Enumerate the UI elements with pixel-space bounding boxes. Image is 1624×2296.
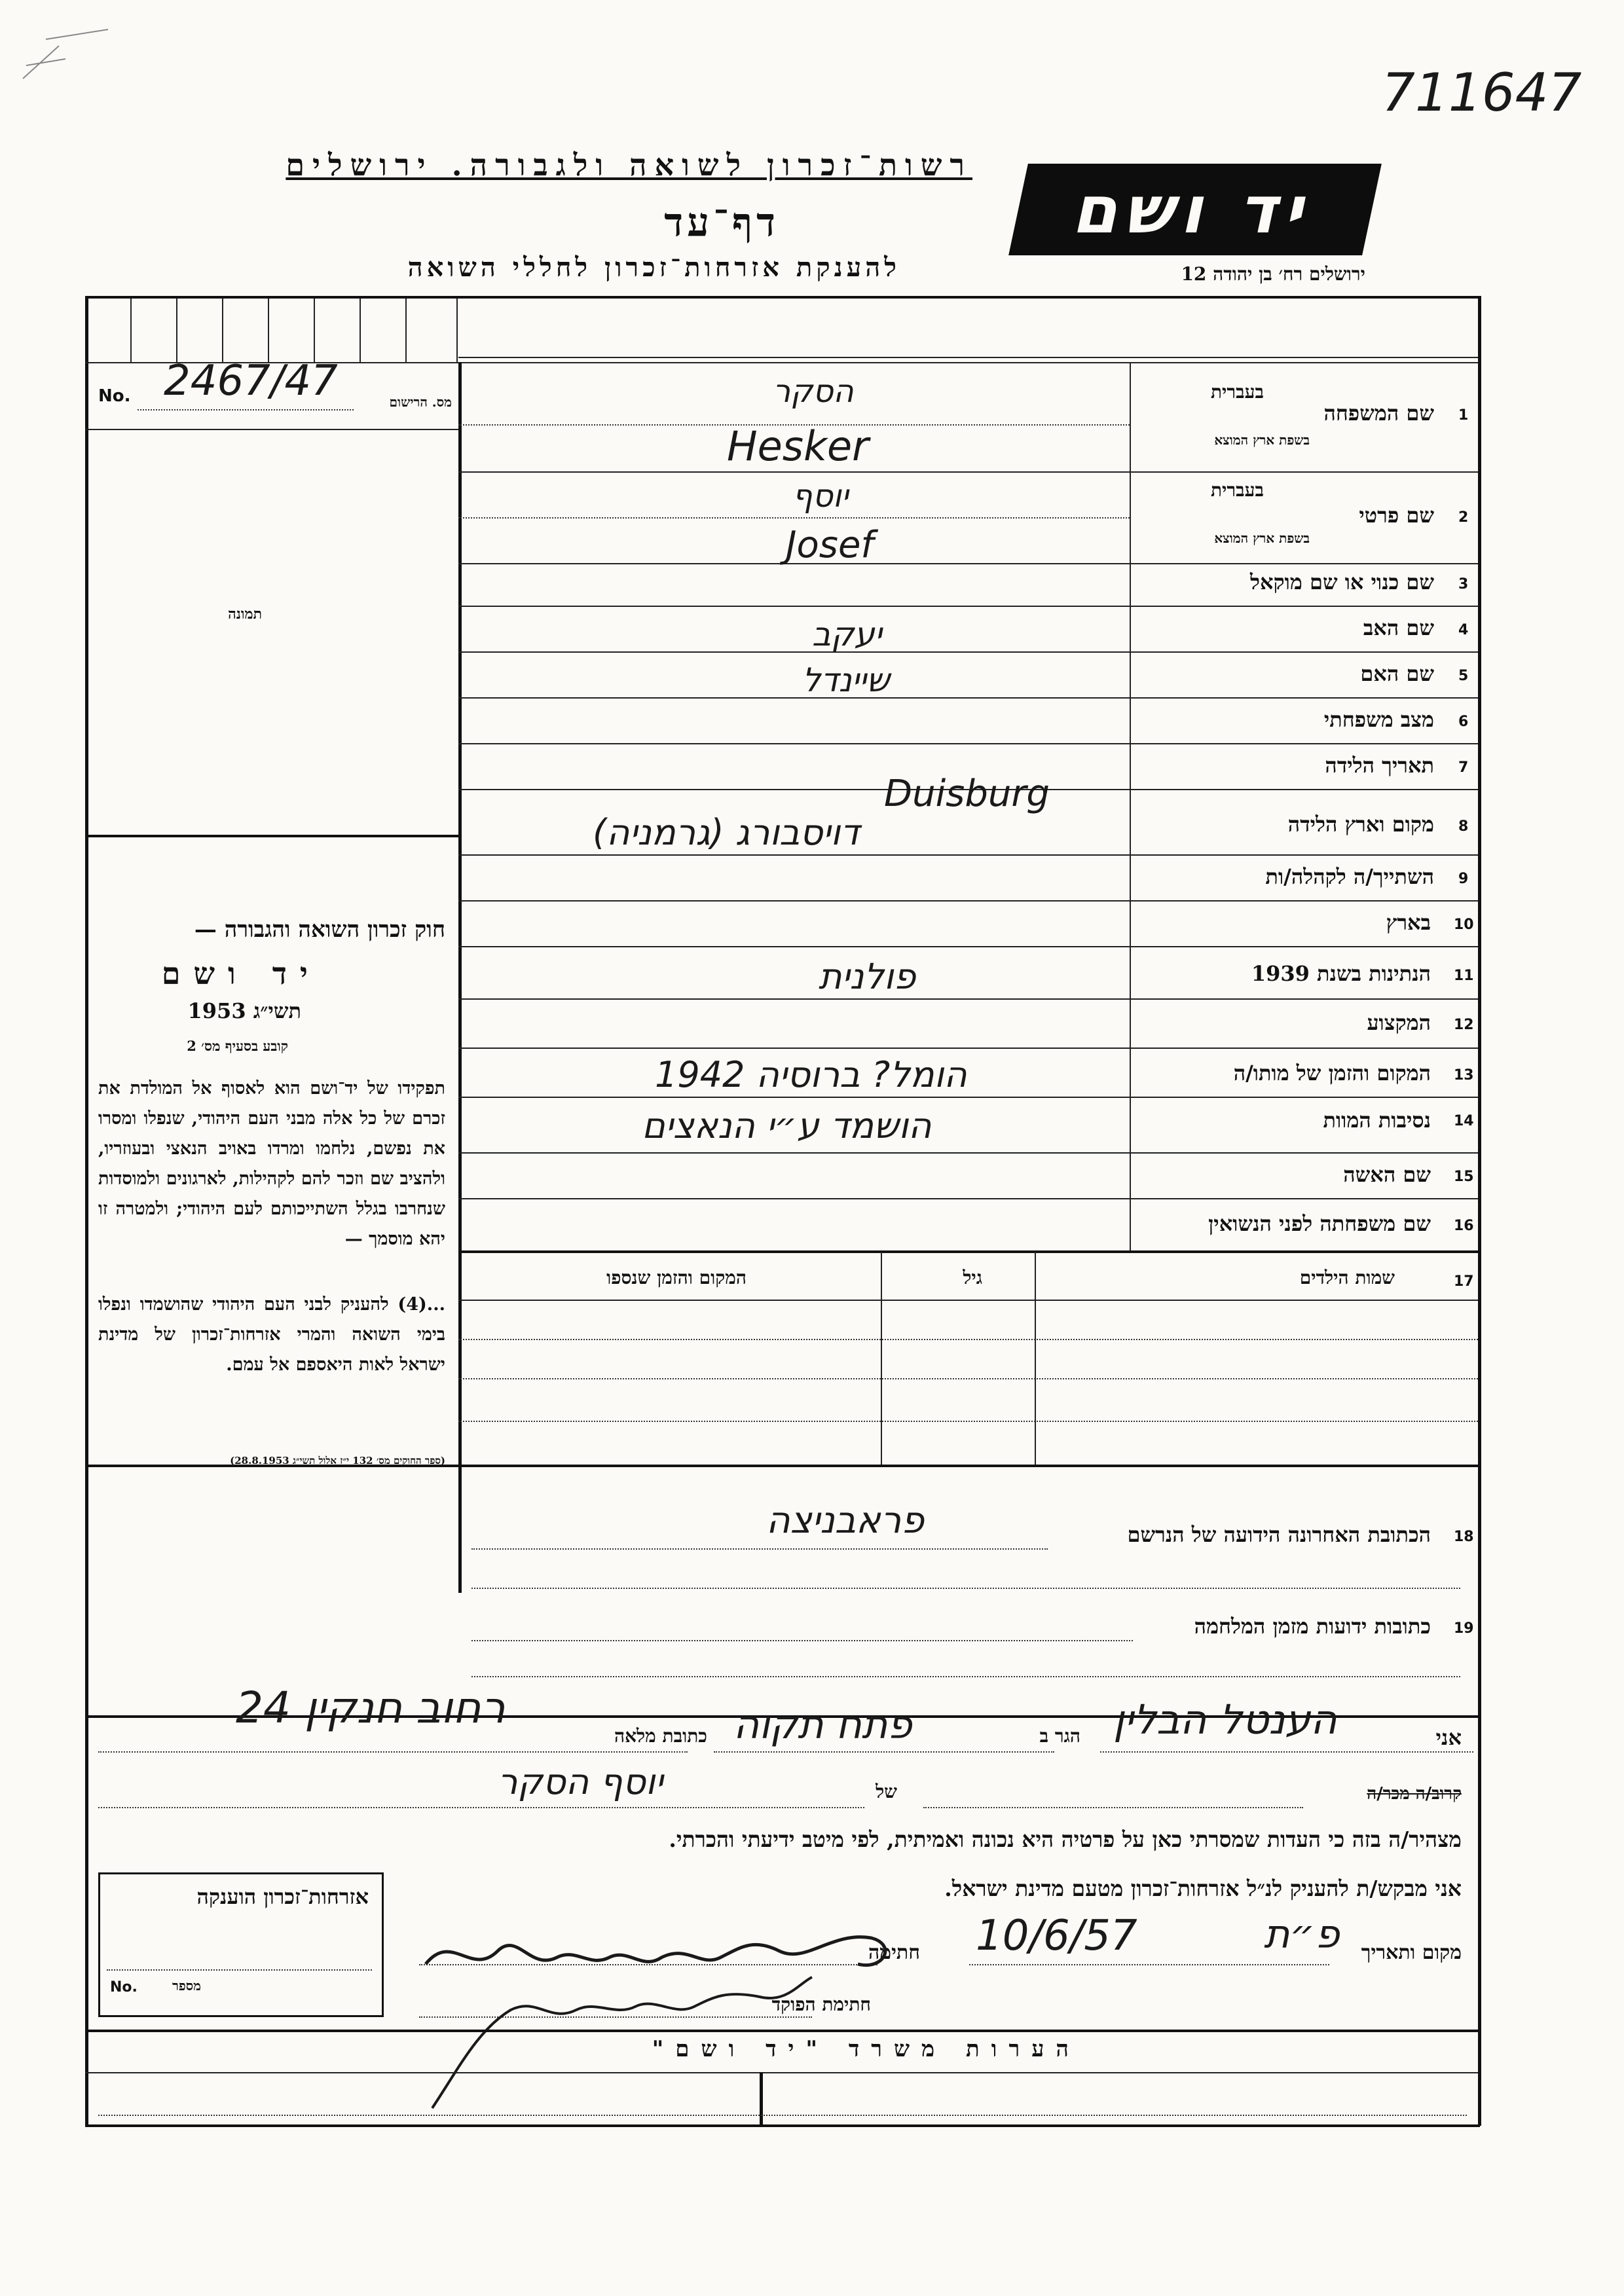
field-11-value: פולנית <box>819 956 916 997</box>
officer-signature-label: חתימת הפוקד <box>771 1994 871 2015</box>
field-18-value-line <box>471 1548 1048 1550</box>
row-rule-15 <box>458 1198 1478 1199</box>
row-rule-2 <box>458 563 1478 564</box>
field-18-extra-line <box>471 1588 1460 1589</box>
children-header-rule <box>458 1300 1478 1301</box>
field-15-number: 15 <box>1454 1169 1474 1185</box>
children-col-age: גיל <box>963 1267 982 1288</box>
field-2-sub-hebrew: בעברית <box>1210 479 1264 501</box>
field-4-label: שם האב <box>1363 615 1434 640</box>
children-row-1 <box>458 1339 1478 1340</box>
row-rule-9 <box>458 900 1478 902</box>
of-line <box>98 1807 864 1808</box>
row-rule-16 <box>458 1250 1478 1253</box>
field-17-number: 17 <box>1454 1273 1474 1290</box>
field-18-number: 18 <box>1454 1529 1474 1545</box>
field-16-label: שם משפחתה לפני הנשואין <box>1208 1211 1431 1236</box>
place-value: פ״ת <box>1264 1912 1340 1958</box>
declarant-line <box>1100 1751 1473 1753</box>
address-label: כתובת מלאה <box>614 1725 707 1747</box>
field-1-value-local: Hesker <box>727 422 869 470</box>
field-16-number: 16 <box>1454 1218 1474 1234</box>
field-19-extra-line <box>471 1676 1460 1677</box>
authority-title: רשות־זכרון לשואה ולגבורה. ירושלים <box>286 147 972 183</box>
remarks-divider <box>760 2072 763 2124</box>
children-col-divider-1 <box>881 1252 882 1465</box>
field-8-label: מקום וארץ הלידה <box>1287 812 1434 837</box>
field-13-value: הומל? ברוסיה 1942 <box>655 1054 967 1095</box>
field-5-number: 5 <box>1458 668 1469 684</box>
law-paragraph-2: ...(4) להעניק לבני העם היהודי שהושמדו ונפלו בימי השואה והמרי אזרחות־זכרון של מדינת ישראל לאות היאספם אל עמם. <box>98 1294 445 1375</box>
field-6-number: 6 <box>1458 714 1469 730</box>
field-14-number: 14 <box>1454 1113 1474 1129</box>
archive-number: 711647 <box>1382 62 1582 123</box>
field-14-value: הושמד ע״י הנאצים <box>642 1105 932 1146</box>
field-6-label: מצב משפחתי <box>1323 707 1434 732</box>
field-5-value: שיינדל <box>802 661 890 699</box>
field-18-label: הכתובת האחרונה הידועה של הנרשם <box>1127 1522 1431 1547</box>
field-2-value-hebrew: יוסף <box>792 478 849 515</box>
remarks-line-1 <box>98 2115 1467 2116</box>
law-year: תשי״ג 1953 <box>187 998 301 1023</box>
photo-label: תמונה <box>228 606 262 623</box>
field-9-number: 9 <box>1458 871 1469 887</box>
row-rule-14 <box>458 1152 1478 1154</box>
corner-scribble <box>20 26 111 85</box>
row-rule-12 <box>458 1048 1478 1049</box>
of-name: יוסף הסקר <box>498 1761 663 1802</box>
law-title: חוק זכרון השואה והגבורה — <box>194 917 445 943</box>
children-col-place: המקום והזמן שנספו <box>606 1267 747 1288</box>
registration-code-boxes <box>85 299 458 362</box>
field-4-value: יעקב <box>812 615 882 653</box>
field-18-value: פראבניצה <box>766 1499 925 1542</box>
field-7-number: 7 <box>1458 759 1469 776</box>
signature-label: חתימה <box>868 1941 920 1964</box>
law-paragraph-1: תפקידו של יד־ושם הוא לאסוף אל המולדת את זכרם של כל אלה מבני העם היהודי, שנפלו ומסרו את נפשם, נלחמו ומרדו באויב הנאצי ובעוזריו, ולהציב שם וזכר להם לקהילות, לארגונים ולמוסדות שנחרבו בגלל השתייכותם לעם היהודי; ולמטרה זו יהא מוסמך — <box>98 1078 445 1249</box>
field-1-sub-hebrew: בעברית <box>1210 381 1264 403</box>
row-rule-5 <box>458 697 1478 699</box>
place-date-line <box>969 1964 1329 1965</box>
citizenship-box-number-label: מספר <box>172 1978 201 1994</box>
field-1-label: שם המשפחה <box>1323 401 1434 426</box>
citizenship-box-no: No. <box>110 1979 138 1995</box>
field-12-number: 12 <box>1454 1017 1474 1033</box>
row-rule-1 <box>458 471 1478 473</box>
declarant-name: הענטל הבלין <box>1113 1696 1337 1743</box>
frame-bottom <box>85 2124 1480 2127</box>
row-2-midrule <box>458 517 1130 519</box>
field-12-label: המקצוע <box>1367 1010 1431 1035</box>
inner-top-rule <box>458 357 1478 358</box>
field-13-number: 13 <box>1454 1067 1474 1084</box>
registration-number: 2467/47 <box>164 357 338 405</box>
field-1-number: 1 <box>1458 407 1469 424</box>
children-row-3 <box>458 1421 1478 1422</box>
resides-line <box>714 1751 1054 1753</box>
field-14-label: נסיבות המוות <box>1323 1108 1431 1133</box>
children-row-2 <box>458 1378 1478 1379</box>
row-rule-13 <box>458 1097 1478 1098</box>
children-col-divider-2 <box>1035 1252 1036 1465</box>
field-2-number: 2 <box>1458 509 1469 526</box>
remarks-label: הערות משרד "יד ושם" <box>652 2036 1080 2062</box>
field-1-value-hebrew: הסקר <box>773 373 854 410</box>
registration-no-label: No. <box>98 386 131 406</box>
field-19-value-line <box>471 1640 1133 1641</box>
field-4-number: 4 <box>1458 622 1469 638</box>
field-10-label: בארץ <box>1386 910 1431 935</box>
citizenship-box <box>98 1872 384 2017</box>
declaration-statement-2: אני מבקש/ת להעניק לנ״ל אזרחות־זכרון מטעם מדינת ישראל. <box>944 1876 1462 1901</box>
registration-row-rule <box>85 429 458 430</box>
relation-label: קרוב/ה מכר/ה <box>1367 1784 1462 1804</box>
field-5-label: שם האם <box>1360 661 1434 686</box>
photo-bottom-rule <box>85 835 458 837</box>
field-11-label: הנתינות בשנת 1939 <box>1251 961 1431 986</box>
form-subtitle: להענקת אזרחות־זכרון לחללי השואה <box>407 252 900 283</box>
field-15-label: שם האשה <box>1343 1162 1431 1187</box>
row-rule-3 <box>458 606 1478 607</box>
field-3-label: שם כנוי או שם מוקאל <box>1250 570 1434 594</box>
field-8-value: דויסבורג (גרמניה) <box>593 812 860 853</box>
law-citation: (ספר החוקים מס׳ 132 י״ז אלול תשי״ג 28.8.1953) <box>230 1455 445 1467</box>
address-value: רחוב חנקין 24 <box>236 1683 506 1733</box>
remarks-header-rule <box>85 2072 1478 2073</box>
children-bottom-rule <box>85 1465 1478 1467</box>
resides-value: פתח תקוה <box>733 1702 912 1748</box>
field-11-number: 11 <box>1454 968 1474 984</box>
citizenship-box-title: אזרחות־זכרון הוענקה <box>196 1884 369 1909</box>
row-rule-6 <box>458 743 1478 744</box>
law-clause: קובע בסעיף מס׳ 2 <box>187 1038 288 1054</box>
declaration-ani: אני <box>1435 1725 1462 1750</box>
label-column-divider <box>1130 362 1131 1252</box>
frame-right <box>1478 296 1481 2126</box>
field-8-number: 8 <box>1458 818 1469 835</box>
registration-label: מס. הרישום <box>389 394 452 410</box>
field-19-number: 19 <box>1454 1620 1474 1637</box>
field-2-sub-local: בשפת ארץ המוצא <box>1214 530 1310 546</box>
law-name: יד ושם <box>161 956 321 991</box>
declaration-statement-1: מצהיר/ה בזה כי העדות שמסרתי כאן על פרטיה היא נכונה ואמיתית, לפי מיטב ידיעתי והכרתי. <box>669 1827 1462 1852</box>
field-9-label: השתייך/ה לקהלה/ות <box>1265 864 1434 889</box>
row-rule-11 <box>458 998 1478 1000</box>
relation-line <box>923 1807 1303 1808</box>
row-rule-4 <box>458 651 1478 653</box>
logo-address: ירושלים רח׳ בן יהודה 12 <box>1181 263 1365 285</box>
row-rule-8 <box>458 854 1478 856</box>
field-2-value-local: Josef <box>786 524 874 566</box>
place-date-label: מקום ותאריך <box>1361 1941 1462 1964</box>
address-line <box>98 1751 688 1753</box>
frame-left <box>85 296 88 2126</box>
children-col-names: שמות הילדים <box>1299 1267 1395 1288</box>
field-8-value-latin: Duisburg <box>884 773 1050 815</box>
registration-underline <box>138 409 354 410</box>
citizenship-box-line <box>107 1969 372 1971</box>
left-column-divider <box>458 362 462 1593</box>
form-title: דף־עד <box>664 200 779 246</box>
field-3-number: 3 <box>1458 576 1469 592</box>
remarks-top-rule <box>85 2030 1478 2032</box>
resides-label: הגר ב <box>1039 1725 1080 1747</box>
date-value: 10/6/57 <box>976 1912 1137 1960</box>
of-label: של <box>876 1781 897 1802</box>
field-10-number: 10 <box>1454 917 1474 933</box>
yad-vashem-logo <box>1008 164 1382 255</box>
field-13-label: המקום והזמן של מותו/ה <box>1233 1061 1431 1085</box>
logo-text: יד ושם <box>1068 171 1322 248</box>
field-1-sub-local: בשפת ארץ המוצא <box>1214 432 1310 448</box>
field-19-label: כתובות ידועות מזמן המלחמה <box>1194 1614 1431 1639</box>
row-rule-10 <box>458 946 1478 947</box>
field-2-label: שם פרטי <box>1359 503 1434 528</box>
field-7-label: תאריך הלידה <box>1325 753 1434 778</box>
